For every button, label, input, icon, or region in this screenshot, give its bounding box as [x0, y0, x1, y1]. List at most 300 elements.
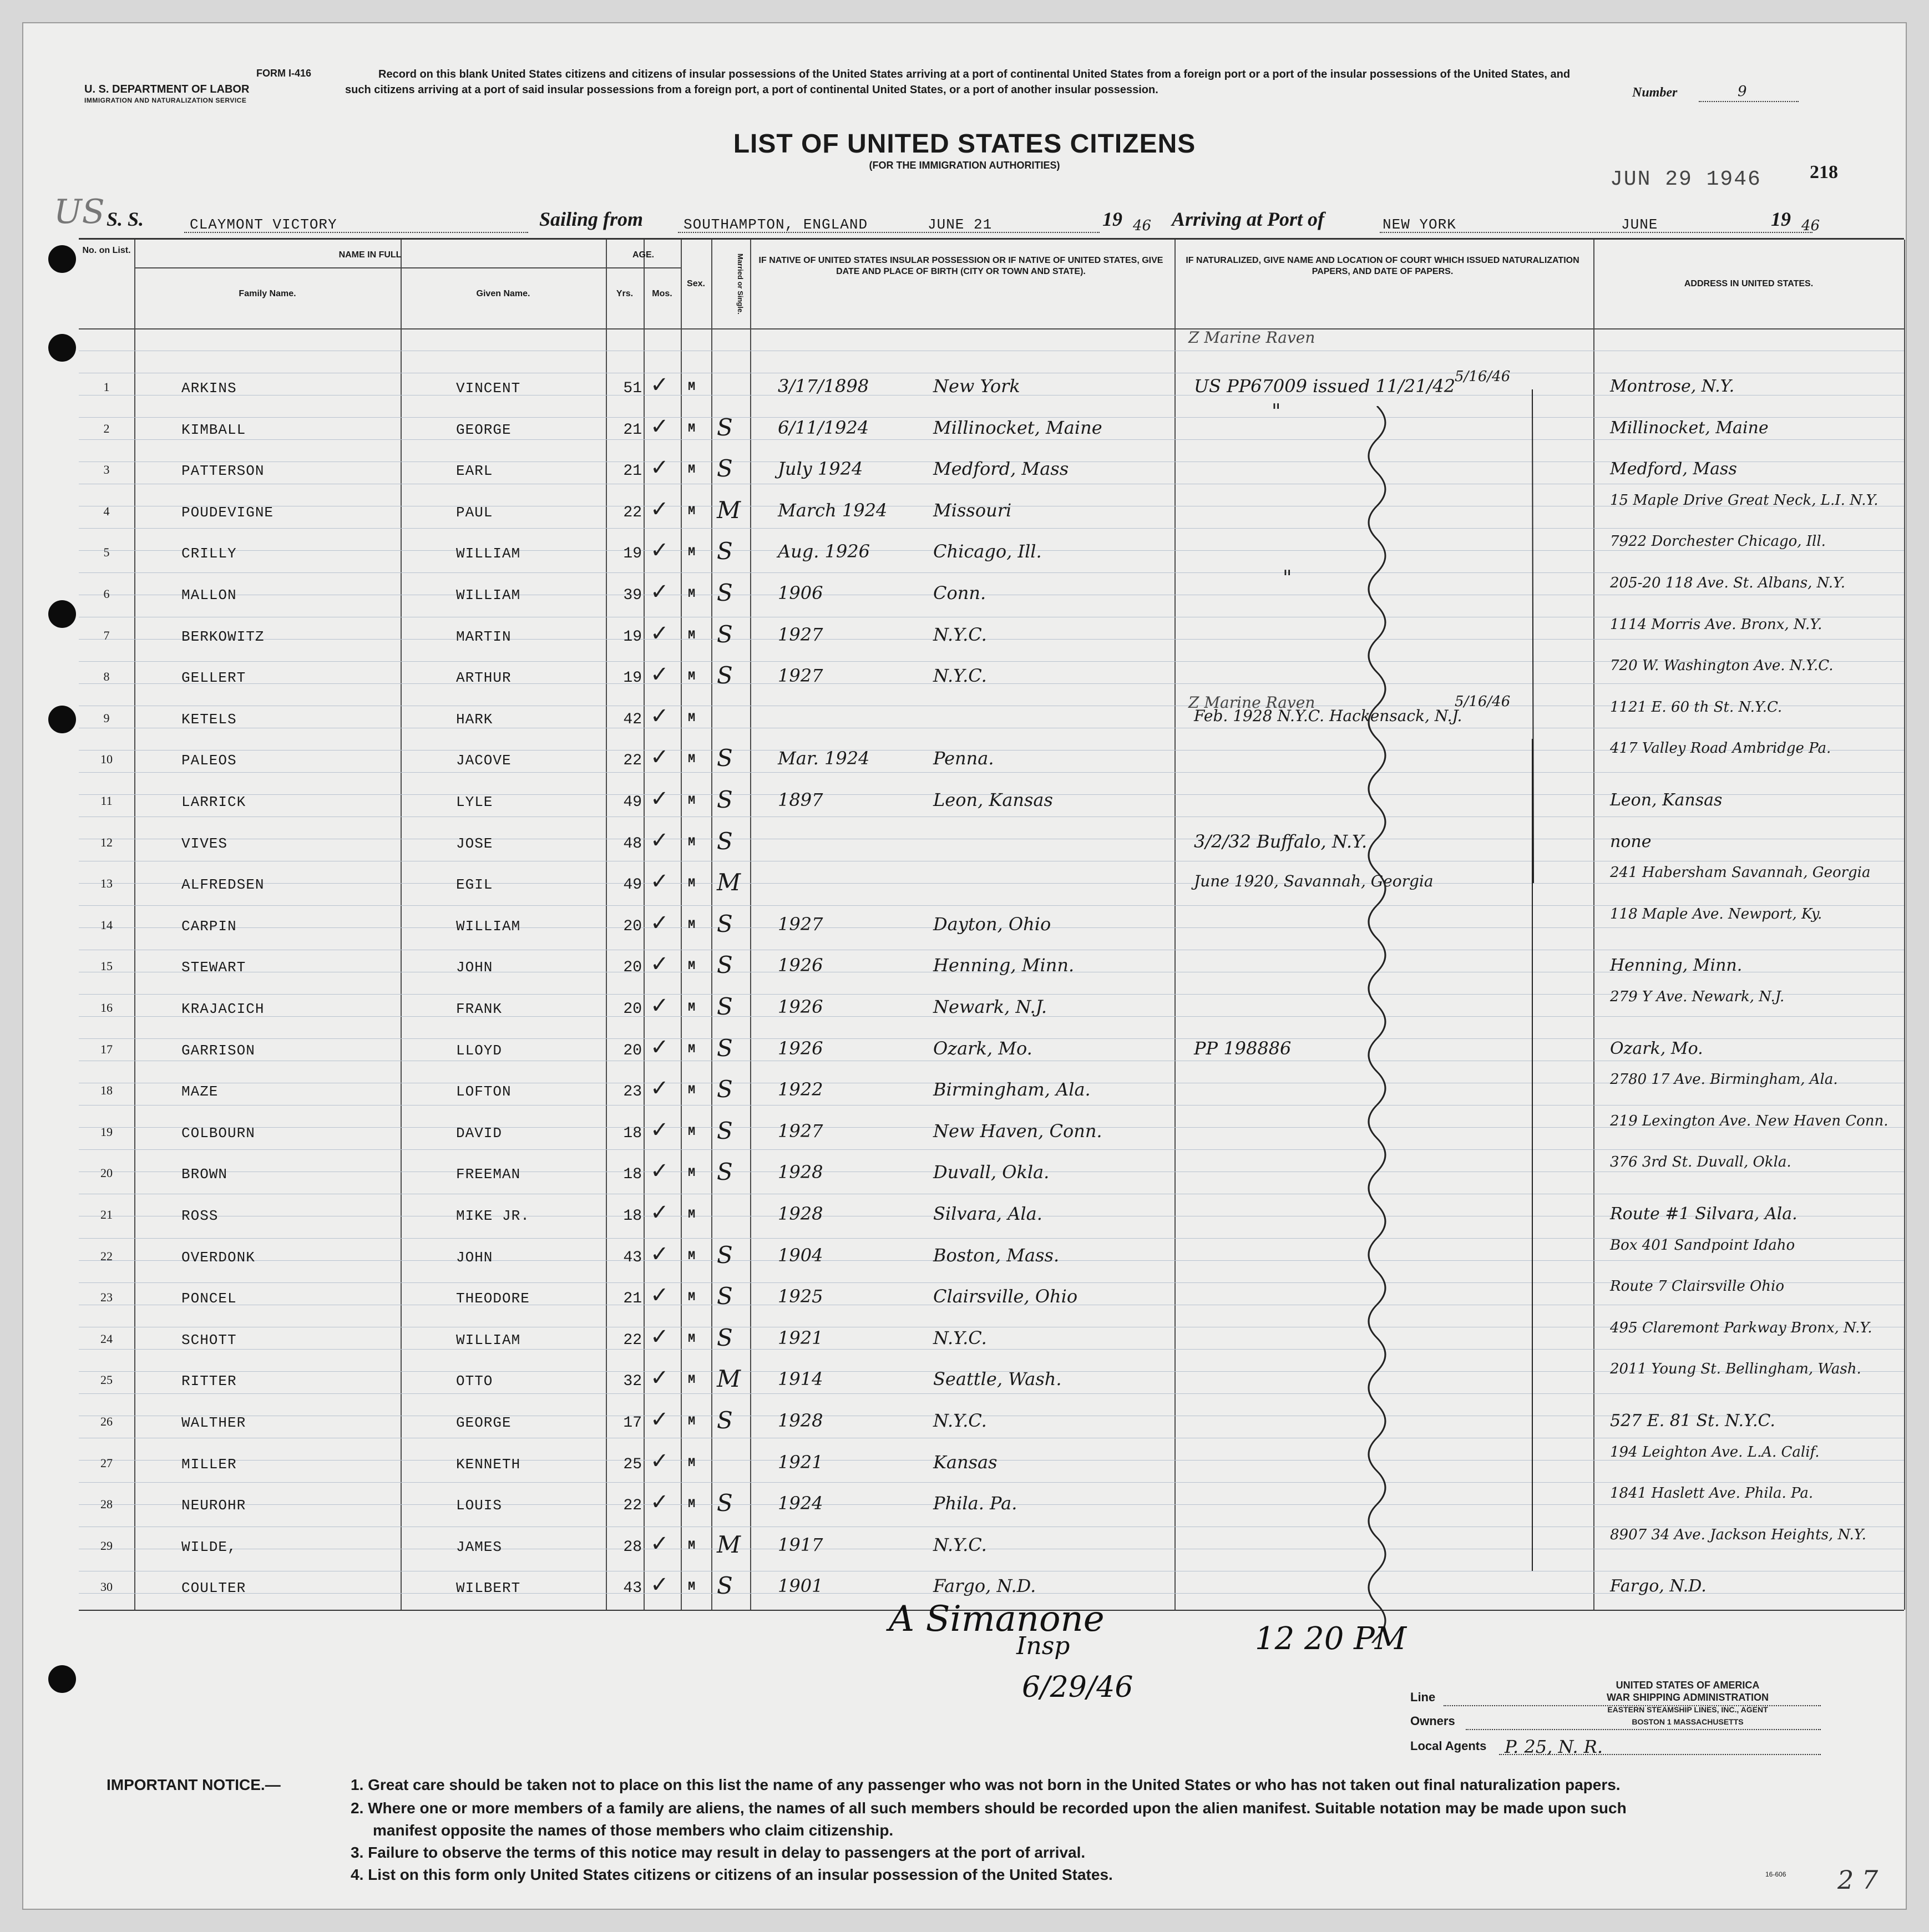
- sex: M: [688, 1083, 696, 1098]
- marital-status: S: [717, 993, 733, 1020]
- row-number: 12: [100, 835, 113, 849]
- check-mark: ✓: [650, 744, 669, 770]
- marital-status: S: [717, 1241, 733, 1269]
- age-years: 18: [623, 1166, 642, 1184]
- row-number: 13: [100, 876, 113, 891]
- birth-place: New York: [933, 376, 1020, 397]
- birth-date: 1925: [778, 1286, 823, 1307]
- birth-date: 1906: [778, 582, 823, 604]
- check-mark: ✓: [650, 579, 669, 605]
- sex: M: [688, 1042, 696, 1056]
- col-birth: IF NATIVE OF UNITED STATES INSULAR POSSESSION OR IF NATIVE OF UNITED STATES, GIVE DATE AND PLACE OF BIRTH (CITY OR TOWN AND STATE).: [758, 256, 1163, 276]
- marital-status: S: [717, 910, 733, 937]
- birth-place: N.Y.C.: [933, 665, 987, 687]
- col-name-in-full: NAME IN FULL: [338, 250, 402, 260]
- address: 241 Habersham Savannah, Georgia: [1610, 864, 1871, 881]
- arriving-port: NEW YORK: [1383, 216, 1456, 233]
- age-years: 43: [623, 1580, 642, 1598]
- family-name: GELLERT: [181, 670, 246, 687]
- sex: M: [688, 917, 696, 932]
- birth-date: 1926: [778, 996, 823, 1017]
- naturalization: PP 198886: [1194, 1037, 1292, 1059]
- address: 527 E. 81 St. N.Y.C.: [1610, 1411, 1775, 1431]
- marital-status: S: [717, 1407, 733, 1434]
- age-header-rule: [606, 267, 681, 268]
- department-name: U. S. DEPARTMENT OF LABOR: [84, 83, 250, 95]
- given-name: WILLIAM: [456, 917, 521, 935]
- stamp-line: UNITED STATES OF AMERICA: [1616, 1680, 1760, 1691]
- address: Millinocket, Maine: [1610, 418, 1769, 438]
- col-yrs: Yrs.: [616, 289, 634, 298]
- age-years: 22: [623, 1331, 642, 1349]
- birth-date: 1914: [778, 1368, 823, 1390]
- birth-date: 1917: [778, 1534, 823, 1555]
- age-years: 39: [623, 587, 642, 604]
- row-number: 26: [100, 1414, 113, 1428]
- col-age: AGE.: [632, 250, 655, 260]
- row-number: 8: [103, 670, 110, 684]
- nat-annotation-1: Z Marine Raven: [1188, 328, 1315, 347]
- address: none: [1610, 831, 1652, 851]
- row-number: 6: [103, 587, 110, 601]
- check-mark: ✓: [650, 620, 669, 646]
- given-name: MIKE JR.: [456, 1208, 530, 1224]
- given-name: LOFTON: [456, 1083, 512, 1101]
- stamp-line: EASTERN STEAMSHIP LINES, INC., AGENT: [1607, 1705, 1768, 1714]
- given-name: MARTIN: [456, 628, 512, 645]
- age-years: 49: [623, 876, 642, 894]
- arriving-date: JUNE: [1621, 216, 1658, 233]
- birth-date: 1926: [778, 955, 823, 976]
- birth-place: Millinocket, Maine: [933, 417, 1102, 438]
- birth-place: Medford, Mass: [933, 458, 1069, 480]
- age-years: 21: [623, 1290, 642, 1308]
- family-name: BROWN: [181, 1166, 228, 1183]
- address: 1114 Morris Ave. Bronx, N.Y.: [1610, 616, 1822, 633]
- check-mark: ✓: [650, 1448, 669, 1474]
- birth-date: 1922: [778, 1079, 823, 1101]
- corner-mark: 2 7: [1837, 1865, 1879, 1895]
- nat-annotation-9: Z Marine Raven: [1188, 693, 1315, 712]
- birth-date: 1927: [778, 913, 823, 935]
- sex: M: [688, 421, 696, 435]
- number-label: Number: [1632, 85, 1678, 100]
- row-number: 11: [100, 794, 113, 808]
- arriving-year-prefix: 19: [1771, 208, 1791, 230]
- row-number: 27: [100, 1456, 113, 1470]
- family-name: COULTER: [181, 1580, 246, 1597]
- birth-place: Ozark, Mo.: [933, 1037, 1032, 1059]
- check-mark: ✓: [650, 786, 669, 812]
- sex: M: [688, 876, 696, 891]
- naturalization: Feb. 1928 N.Y.C. Hackensack, N.J.: [1194, 706, 1462, 725]
- check-mark: ✓: [650, 993, 669, 1018]
- check-mark: ✓: [650, 1324, 669, 1350]
- col-mos: Mos.: [652, 289, 672, 298]
- address: Leon, Kansas: [1610, 790, 1723, 810]
- family-name: ALFREDSEN: [181, 876, 265, 894]
- given-name: EARL: [456, 463, 493, 480]
- sex: M: [688, 1249, 696, 1263]
- marital-status: S: [717, 662, 733, 689]
- binder-hole: [48, 706, 76, 733]
- ss-label: S. S.: [107, 208, 144, 230]
- marital-status: S: [717, 413, 733, 441]
- address: Fargo, N.D.: [1610, 1576, 1707, 1596]
- row-number: 15: [100, 959, 113, 973]
- given-name: WILLIAM: [456, 545, 521, 562]
- birth-place: N.Y.C.: [933, 1534, 987, 1555]
- ditto-mark: ": [1283, 567, 1292, 590]
- sailing-year: 46: [1133, 217, 1152, 234]
- family-name: GARRISON: [181, 1042, 255, 1059]
- family-name: MILLER: [181, 1456, 237, 1473]
- given-name: WILLIAM: [456, 1331, 521, 1348]
- marital-status: S: [717, 1324, 733, 1351]
- local-agents-value: P. 25, N. R.: [1505, 1736, 1603, 1757]
- age-years: 21: [623, 421, 642, 439]
- sex: M: [688, 794, 696, 808]
- birth-place: Conn.: [933, 582, 986, 604]
- marital-status: S: [717, 1282, 733, 1310]
- row-number: 22: [100, 1249, 113, 1263]
- age-years: 18: [623, 1208, 642, 1225]
- form-number: FORM I-416: [256, 68, 312, 79]
- age-years: 23: [623, 1083, 642, 1101]
- number-line: [1699, 101, 1799, 102]
- col-address: ADDRESS IN UNITED STATES.: [1684, 279, 1814, 288]
- table-row: [79, 1526, 1904, 1576]
- age-years: 19: [623, 628, 642, 646]
- check-mark: ✓: [650, 1365, 669, 1391]
- marital-status: S: [717, 827, 733, 855]
- col-family-name: Family Name.: [239, 289, 296, 298]
- birth-date: 1928: [778, 1410, 823, 1431]
- age-years: 49: [623, 794, 642, 811]
- birth-date: 1924: [778, 1493, 823, 1514]
- check-mark: ✓: [650, 1530, 669, 1556]
- manifest-sheet: [22, 22, 1907, 1910]
- family-name: KRAJACICH: [181, 1001, 265, 1017]
- row-number: 7: [103, 628, 110, 642]
- address: 417 Valley Road Ambridge Pa.: [1610, 740, 1831, 757]
- age-years: 20: [623, 959, 642, 977]
- sex: M: [688, 1456, 696, 1470]
- address: Box 401 Sandpoint Idaho: [1610, 1236, 1795, 1254]
- birth-date: Aug. 1926: [778, 541, 870, 562]
- row-number: 3: [103, 463, 110, 477]
- sex: M: [688, 1290, 696, 1305]
- row-number: 21: [100, 1208, 113, 1221]
- address: 279 Y Ave. Newark, N.J.: [1610, 988, 1785, 1005]
- given-name: HARK: [456, 711, 493, 728]
- age-years: 48: [623, 835, 642, 853]
- family-name: CARPIN: [181, 917, 237, 935]
- local-agents-label: Local Agents: [1410, 1739, 1487, 1753]
- row-number: 23: [100, 1290, 113, 1305]
- address: Medford, Mass: [1610, 459, 1737, 479]
- nat-date-9: 5/16/46: [1455, 693, 1511, 710]
- birth-date: 1927: [778, 623, 823, 645]
- age-years: 32: [623, 1373, 642, 1391]
- age-years: 19: [623, 670, 642, 687]
- ditto-mark: ": [1272, 400, 1281, 423]
- family-name: BERKOWITZ: [181, 628, 265, 645]
- wsa-stamp: [1566, 1679, 1810, 1728]
- address: 495 Claremont Parkway Bronx, N.Y.: [1610, 1319, 1872, 1336]
- check-mark: ✓: [650, 1572, 669, 1598]
- row-number: 28: [100, 1497, 113, 1512]
- table-row: [79, 905, 1904, 955]
- age-years: 18: [623, 1124, 642, 1142]
- birth-place: Seattle, Wash.: [933, 1368, 1062, 1390]
- col-sex: Sex.: [687, 279, 705, 288]
- naturalization: US PP67009 issued 11/21/42: [1194, 376, 1456, 397]
- age-years: 20: [623, 1001, 642, 1018]
- page-title: LIST OF UNITED STATES CITIZENS: [733, 129, 1196, 159]
- family-name: RITTER: [181, 1373, 237, 1390]
- given-name: GEORGE: [456, 421, 512, 438]
- check-mark: ✓: [650, 827, 669, 853]
- given-name: LLOYD: [456, 1042, 503, 1059]
- sex: M: [688, 1580, 696, 1594]
- birth-place: Boston, Mass.: [933, 1244, 1060, 1266]
- address: 376 3rd St. Duvall, Okla.: [1610, 1154, 1791, 1171]
- family-name: COLBOURN: [181, 1124, 255, 1142]
- given-name: PAUL: [456, 504, 493, 521]
- row-number: 20: [100, 1166, 113, 1180]
- sex: M: [688, 1124, 696, 1139]
- check-mark: ✓: [650, 662, 669, 688]
- owners-rule: [1466, 1729, 1821, 1730]
- marital-status: S: [717, 744, 733, 772]
- marital-status: S: [717, 1572, 733, 1600]
- family-name: OVERDONK: [181, 1249, 255, 1266]
- check-mark: ✓: [650, 1200, 669, 1225]
- birth-date: 1921: [778, 1451, 823, 1473]
- age-years: 22: [623, 1497, 642, 1515]
- address: 7922 Dorchester Chicago, Ill.: [1610, 533, 1826, 550]
- sex: M: [688, 587, 696, 601]
- family-name: POUDEVIGNE: [181, 504, 274, 521]
- birth-place: Duvall, Okla.: [933, 1162, 1050, 1183]
- birth-place: Silvara, Ala.: [933, 1203, 1042, 1224]
- check-mark: ✓: [650, 1034, 669, 1060]
- birth-place: N.Y.C.: [933, 1410, 987, 1431]
- table-row: [79, 1361, 1904, 1410]
- family-name: VIVES: [181, 835, 228, 852]
- family-name: MAZE: [181, 1083, 219, 1101]
- age-years: 21: [623, 463, 642, 480]
- received-date-stamp: JUN 29 1946: [1610, 168, 1761, 191]
- stamp-line: BOSTON 1 MASSACHUSETTS: [1632, 1717, 1744, 1726]
- us-mark: US: [54, 192, 105, 231]
- check-mark: ✓: [650, 372, 669, 398]
- age-years: 42: [623, 711, 642, 728]
- family-name: PONCEL: [181, 1290, 237, 1307]
- row-number: 18: [100, 1083, 113, 1098]
- family-name: LARRICK: [181, 794, 246, 810]
- address: Ozark, Mo.: [1610, 1038, 1703, 1058]
- ditto-line: [1521, 739, 1543, 1571]
- address: 219 Lexington Ave. New Haven Conn.: [1610, 1112, 1889, 1129]
- row-number: 2: [103, 421, 110, 435]
- sex: M: [688, 463, 696, 477]
- family-name: STEWART: [181, 959, 246, 976]
- row-number: 30: [100, 1580, 113, 1594]
- check-mark: ✓: [650, 951, 669, 977]
- table-row: [79, 1154, 1904, 1203]
- row-number: 25: [100, 1373, 113, 1387]
- family-name: ROSS: [181, 1208, 219, 1224]
- col-naturalized: IF NATURALIZED, GIVE NAME AND LOCATION OF COURT WHICH ISSUED NATURALIZATION PAPERS, AND DATE OF PAPERS.: [1186, 256, 1579, 276]
- family-name: PALEOS: [181, 752, 237, 769]
- marital-status: M: [717, 496, 741, 524]
- given-name: FREEMAN: [456, 1166, 521, 1183]
- family-name: KETELS: [181, 711, 237, 728]
- check-mark: ✓: [650, 413, 669, 439]
- given-name: WILLIAM: [456, 587, 521, 604]
- given-name: DAVID: [456, 1124, 503, 1142]
- age-years: 51: [623, 380, 642, 397]
- marital-status: S: [717, 786, 733, 813]
- check-mark: ✓: [650, 1076, 669, 1102]
- address: Henning, Minn.: [1610, 956, 1743, 976]
- col-given-name: Given Name.: [476, 289, 530, 298]
- birth-place: Missouri: [933, 499, 1012, 521]
- address: 720 W. Washington Ave. N.Y.C.: [1610, 657, 1834, 675]
- arriving-label: Arriving at Port of: [1172, 208, 1325, 230]
- given-name: EGIL: [456, 876, 493, 894]
- row-number: 14: [100, 917, 113, 932]
- check-mark: ✓: [650, 1158, 669, 1184]
- marital-status: S: [717, 579, 733, 606]
- marital-status: S: [717, 1034, 733, 1062]
- birth-place: N.Y.C.: [933, 1327, 987, 1348]
- given-name: THEODORE: [456, 1290, 530, 1307]
- given-name: OTTO: [456, 1373, 493, 1390]
- given-name: JOSE: [456, 835, 493, 852]
- binder-hole: [48, 245, 76, 273]
- sex: M: [688, 1373, 696, 1387]
- binder-hole: [48, 1665, 76, 1693]
- check-mark: ✓: [650, 496, 669, 522]
- birth-date: 1928: [778, 1162, 823, 1183]
- address: 15 Maple Drive Great Neck, L.I. N.Y.: [1610, 491, 1879, 509]
- age-years: 43: [623, 1249, 642, 1266]
- given-name: LOUIS: [456, 1497, 503, 1514]
- check-mark: ✓: [650, 1117, 669, 1143]
- birth-date: 1927: [778, 665, 823, 687]
- sex: M: [688, 1414, 696, 1428]
- birth-date: 1921: [778, 1327, 823, 1348]
- family-name: ARKINS: [181, 380, 237, 397]
- given-name: JOHN: [456, 959, 493, 976]
- given-name: JOHN: [456, 1249, 493, 1266]
- address: 2780 17 Ave. Birmingham, Ala.: [1610, 1071, 1838, 1088]
- owners-label: Owners: [1410, 1714, 1455, 1728]
- sex: M: [688, 1538, 696, 1553]
- given-name: JACOVE: [456, 752, 512, 769]
- check-mark: ✓: [650, 1282, 669, 1309]
- notice-label: IMPORTANT NOTICE.—: [107, 1776, 281, 1793]
- birth-date: 1901: [778, 1575, 823, 1597]
- binder-hole: [48, 600, 76, 628]
- marital-status: S: [717, 951, 733, 979]
- birth-date: Mar. 1924: [778, 748, 870, 769]
- row-number: 29: [100, 1538, 113, 1553]
- number-value: 9: [1738, 83, 1747, 100]
- age-years: 22: [623, 504, 642, 521]
- signature-date: 6/29/46: [1022, 1671, 1133, 1704]
- birth-place: Newark, N.J.: [933, 996, 1047, 1017]
- row-number: 10: [100, 752, 113, 767]
- table-row: [79, 740, 1904, 789]
- check-mark: ✓: [650, 910, 669, 936]
- inspector-title: Insp: [1016, 1632, 1070, 1660]
- sex: M: [688, 752, 696, 767]
- marital-status: S: [717, 537, 733, 565]
- sex: M: [688, 1331, 696, 1346]
- family-name: MALLON: [181, 587, 237, 604]
- form-code: 16-606: [1765, 1870, 1786, 1878]
- arrival-time: 12 20 PM: [1255, 1621, 1407, 1657]
- age-years: 28: [623, 1538, 642, 1556]
- given-name: KENNETH: [456, 1456, 521, 1473]
- birth-date: 1897: [778, 789, 823, 810]
- sex: M: [688, 959, 696, 973]
- birth-place: Chicago, Ill.: [933, 541, 1042, 562]
- ditto-squiggle: [1349, 406, 1405, 1643]
- table-row: [79, 372, 1904, 417]
- nat-date-1: 5/16/46: [1455, 368, 1511, 385]
- given-name: VINCENT: [456, 380, 521, 397]
- birth-date: 3/17/1898: [778, 376, 869, 397]
- address: 2011 Young St. Bellingham, Wash.: [1610, 1361, 1861, 1378]
- sex: M: [688, 545, 696, 560]
- check-mark: ✓: [650, 455, 669, 481]
- naturalization: June 1920, Savannah, Georgia: [1194, 872, 1434, 891]
- birth-place: Leon, Kansas: [933, 789, 1053, 810]
- family-name: WILDE,: [181, 1538, 237, 1555]
- birth-date: July 1924: [778, 458, 863, 480]
- col-married-single: Married or Single.: [736, 253, 745, 315]
- birth-place: Birmingham, Ala.: [933, 1079, 1091, 1101]
- arriving-year: 46: [1801, 217, 1820, 234]
- row-number: 19: [100, 1124, 113, 1139]
- sex: M: [688, 1166, 696, 1180]
- birth-date: 1926: [778, 1037, 823, 1059]
- notice-item-4: 4. List on this form only United States citizens or citizens of an insular possession of the United States.: [351, 1866, 1113, 1883]
- marital-status: S: [717, 1158, 733, 1186]
- birth-date: 1904: [778, 1244, 823, 1266]
- family-name: WALTHER: [181, 1414, 246, 1431]
- record-instruction: Record on this blank United States citizens and citizens of insular possessions of the United States arriving at a port of continental United States from a foreign port or a port of the insular possessions of the United States, and such citizens arriving at a port of said insular possessions from a foreign port, a port of continental United States, or a port of another insular possession.: [345, 68, 1571, 96]
- page-subtitle: (FOR THE IMMIGRATION AUTHORITIES): [869, 160, 1060, 171]
- address: 194 Leighton Ave. L.A. Calif.: [1610, 1443, 1820, 1461]
- table-row: [79, 988, 1904, 1038]
- binder-hole: [48, 334, 76, 362]
- marital-status: S: [717, 620, 733, 648]
- sex: M: [688, 1001, 696, 1015]
- sex: M: [688, 1497, 696, 1512]
- birth-place: Fargo, N.D.: [933, 1575, 1036, 1597]
- age-years: 20: [623, 1042, 642, 1059]
- age-years: 20: [623, 917, 642, 935]
- notice-item-2-cont: manifest opposite the names of those members who claim citizenship.: [373, 1822, 894, 1839]
- given-name: WILBERT: [456, 1580, 521, 1597]
- sex: M: [688, 711, 696, 725]
